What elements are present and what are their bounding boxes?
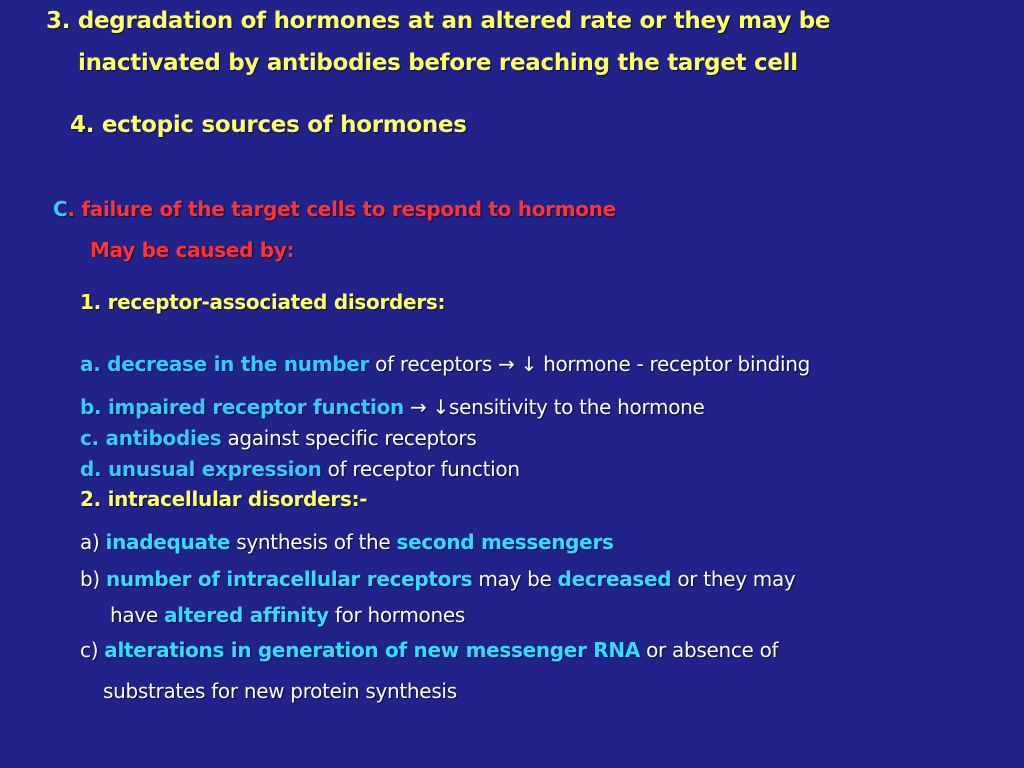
item3-line1: 3. degradation of hormones at an altered rate or they may be <box>46 8 831 34</box>
intracellular-item-c-line1: c) alterations in generation of new messenger RNA or absence of <box>80 638 779 662</box>
intracellular-item-b-line2: have altered affinity for hormones <box>110 603 465 627</box>
item3-line2: inactivated by antibodies before reaching the target cell <box>78 50 798 76</box>
receptor-item-b: b. impaired receptor function → ↓sensitivity to the hormone <box>80 395 705 419</box>
section-c-letter: C <box>53 197 68 221</box>
receptor-heading: 1. receptor-associated disorders: <box>80 290 446 314</box>
caused-by: May be caused by: <box>90 238 295 262</box>
receptor-b-rest: → ↓sensitivity to the hormone <box>403 395 705 419</box>
intracellular-heading: 2. intracellular disorders:- <box>80 487 368 511</box>
receptor-c-rest: against specific receptors <box>221 426 477 450</box>
section-c-text: . failure of the target cells to respond to hormone <box>67 197 616 221</box>
receptor-b-bold: impaired receptor function <box>107 395 404 419</box>
receptor-d-bold: unusual expression <box>107 457 322 481</box>
receptor-c-bold: antibodies <box>105 426 222 450</box>
intracellular-item-b-line1: b) number of intracellular receptors may be decreased or they may <box>80 567 796 591</box>
receptor-a-rest: of receptors → ↓ hormone - receptor binding <box>369 352 811 376</box>
item4: 4. ectopic sources of hormones <box>70 112 467 138</box>
receptor-item-d: d. unusual expression of receptor function <box>80 457 520 481</box>
section-c-title <box>53 197 616 221</box>
receptor-item-c: c. antibodies against specific receptors <box>80 426 477 450</box>
intracellular-item-c-line2: substrates for new protein synthesis <box>103 679 457 703</box>
receptor-item-a: a. decrease in the number of receptors → ↓ hormone - receptor binding <box>80 352 811 376</box>
intracellular-item-a: a) inadequate synthesis of the second messengers <box>80 530 614 554</box>
receptor-d-rest: of receptor function <box>321 457 520 481</box>
receptor-a-bold: decrease in the number <box>107 352 370 376</box>
